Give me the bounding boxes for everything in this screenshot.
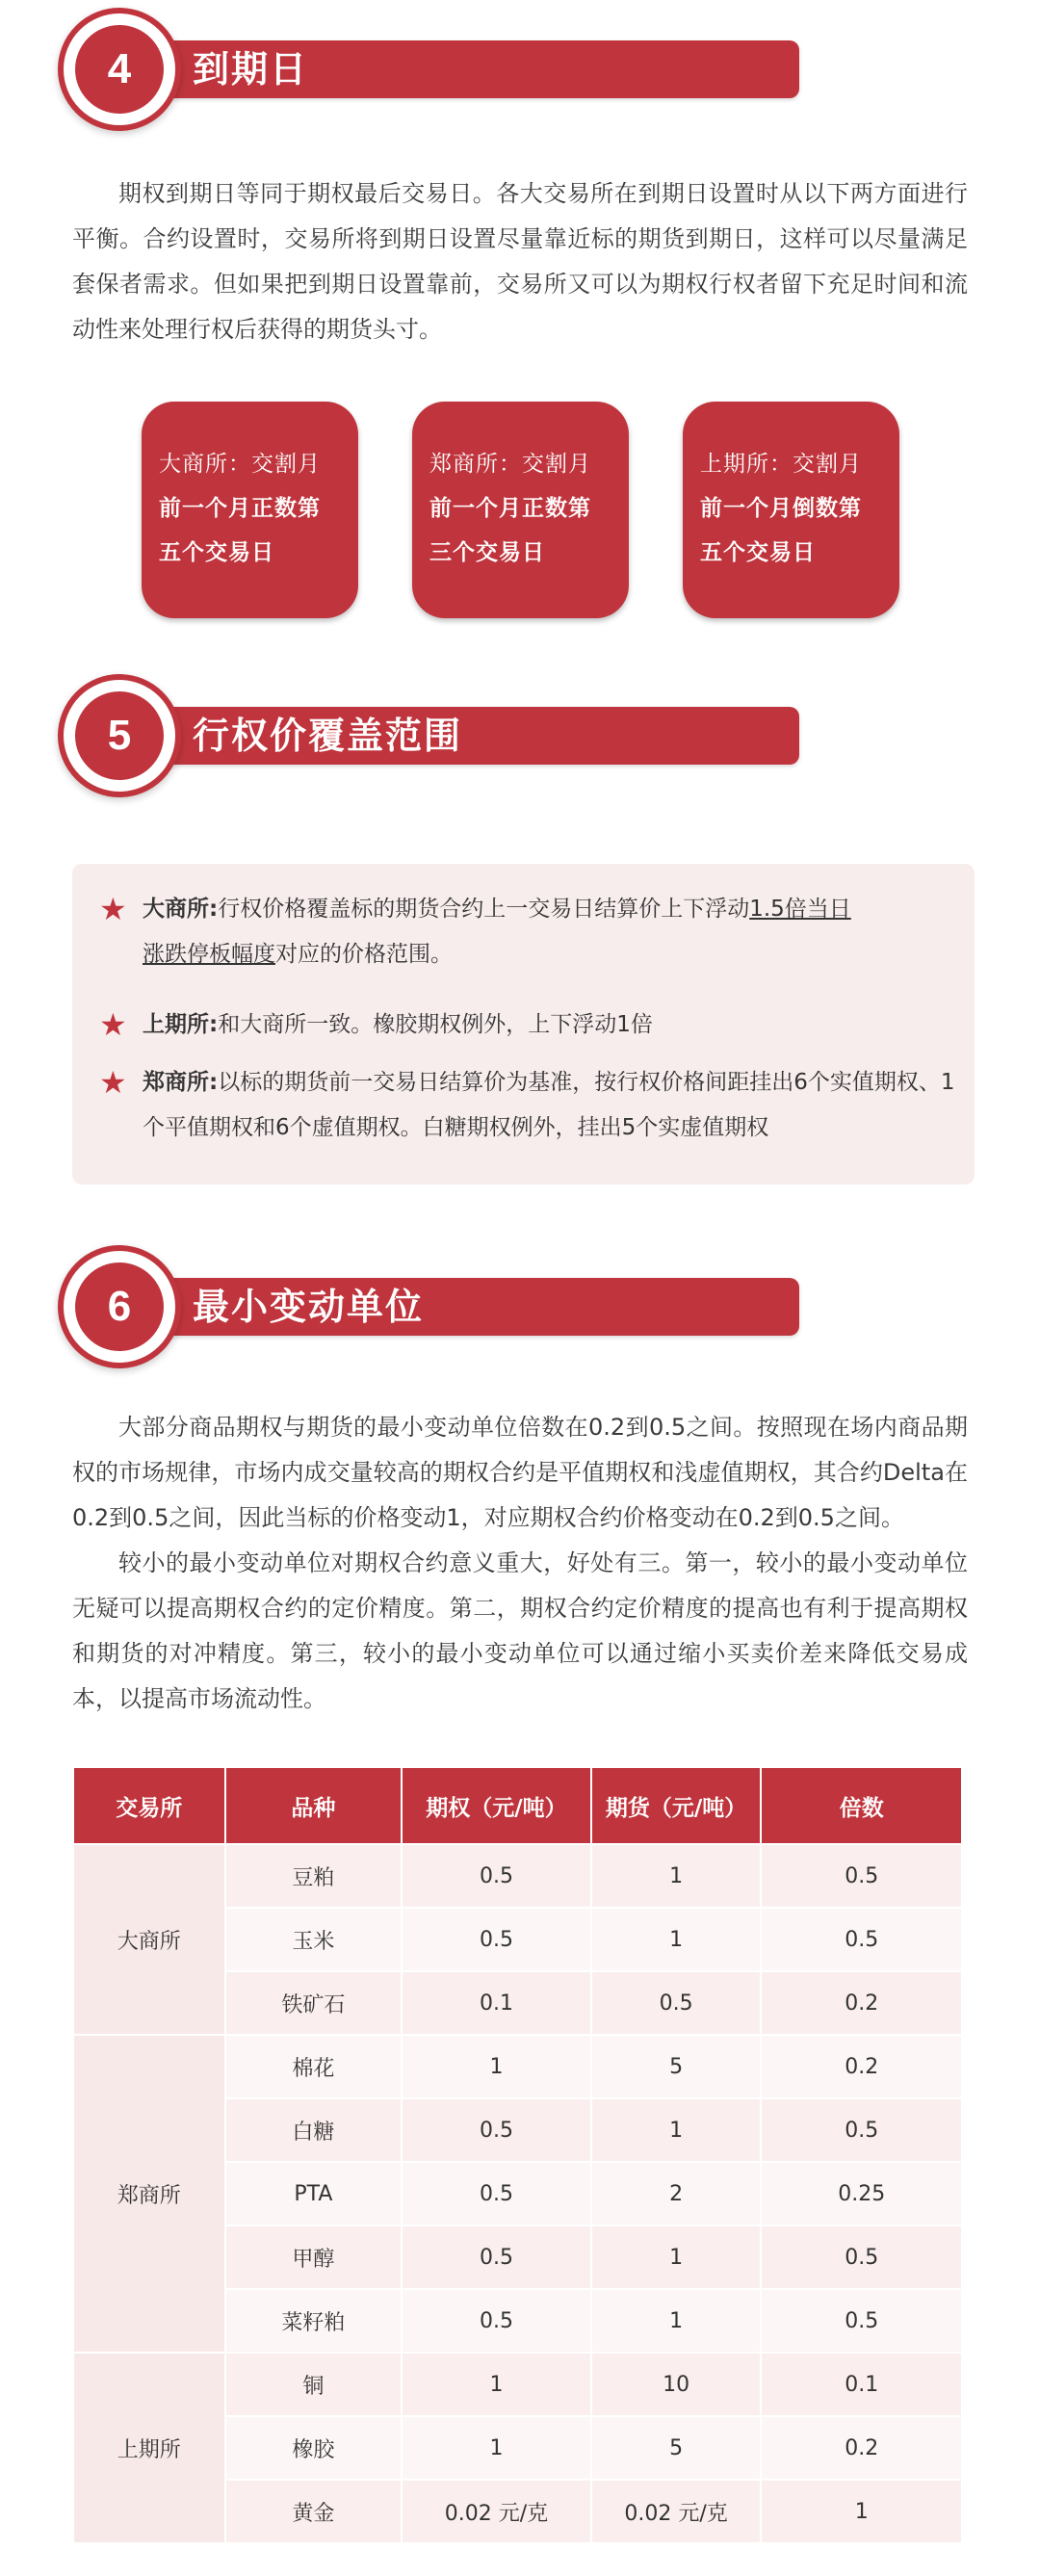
section-number: 5 [75,691,164,780]
star-icon: ★ [99,1064,127,1101]
table-row: 甲醇 0.5 1 0.5 [73,2225,962,2289]
exchange-label: 上期所: [143,1012,219,1037]
table-row: 白糖 0.5 1 0.5 [73,2098,962,2162]
shfe-expiry-card: 上期所：交割月 前一个月倒数第 五个交易日 [683,402,899,618]
section-6-header [58,1245,799,1368]
czce-expiry-card: 郑商所：交割月 前一个月正数第 三个交易日 [412,402,629,618]
table-header-row [73,1767,962,1844]
star-icon: ★ [99,891,127,927]
header-exchange: 交易所 [73,1767,225,1844]
header-future: 期货（元/吨） [591,1767,762,1844]
section-number: 4 [75,25,164,114]
section-5-header [58,674,799,797]
exchange-cell: 郑商所 [73,2035,225,2353]
table-row: 铁矿石 0.1 0.5 0.2 [73,1971,962,2035]
section-number: 6 [75,1262,164,1351]
table-row: 郑商所 棉花 1 5 0.2 [73,2035,962,2098]
section-title: 到期日 [193,48,309,91]
section-number-badge [58,1245,181,1368]
exchange-cell: 上期所 [73,2353,225,2543]
header-option: 期权（元/吨） [402,1767,591,1844]
exchange-label: 郑商所: [143,1070,219,1095]
expiry-paragraph: 期权到期日等同于期权最后交易日。各大交易所在到期日设置时从以下两方面进行平衡。合约设置时，交易所将到期日设置尽量靠近标的期货到期日，这样可以尽量满足套保者需求。但如果把到期日设置靠前，交易所又可以为期权行权者留下充足时间和流动性来处理行权后获得的期货头寸。 [72,180,968,343]
strike-range-box: ★ 大商所:行权价格覆盖标的期货合约上一交易日结算价上下浮动1.5倍当日 涨跌停板幅度对应的价格范围。 ★ 上期所:和大商所一致。橡胶期权例外，上下浮动1倍 ★ 郑商所:以标的期货前一交易日结算价为基准，按行权价格间距挂出6个实值期权、1个平值期权和6个虚值期权。白糖期权例外，挂出5个实虚值期权 [72,864,975,1184]
header-variety: 品种 [225,1767,403,1844]
tick-size-paragraphs: 大部分商品期权与期货的最小变动单位倍数在0.2到0.5之间。按照现在场内商品期权的市场规律，市场内成交量较高的期权合约是平值期权和浅虚值期权，其合约Delta在0.2到0.5之间，因此当标的价格变动1，对应期权合约价格变动在0.2到0.5之间。 较小的最小变动单位对期权合约意义重大，好处有三。第一，较小的最小变动单位无疑可以提高期权合约的定价精度。第二，期权合约定价精度的提高也有利于提高期权和期货的对冲精度。第三，较小的最小变动单位可以通过缩小买卖价差来降低交易成本，以提高市场流动性。 [72,1414,968,1712]
table-row: 菜籽粕 0.5 1 0.5 [73,2289,962,2353]
section-title: 最小变动单位 [193,1286,425,1328]
table-row: 上期所 铜 1 10 0.1 [73,2353,962,2416]
section-title: 行权价覆盖范围 [193,715,463,757]
header-ratio: 倍数 [761,1767,962,1844]
section-number-badge [58,674,181,797]
table-row: PTA 0.5 2 0.25 [73,2162,962,2225]
star-icon: ★ [99,1006,127,1043]
tick-size-table [72,1766,963,2544]
section-4-header [58,8,799,131]
exchange-label: 大商所: [143,897,219,922]
table-row: 玉米 0.5 1 0.5 [73,1908,962,1971]
table-row: 橡胶 1 5 0.2 [73,2416,962,2480]
table-row: 黄金 0.02 元/克 0.02 元/克 1 [73,2480,962,2543]
dce-expiry-card: 大商所：交割月 前一个月正数第 五个交易日 [142,402,358,618]
table-row: 大商所 豆粕 0.5 1 0.5 [73,1844,962,1908]
exchange-cell: 大商所 [73,1844,225,2035]
section-number-badge [58,8,181,131]
